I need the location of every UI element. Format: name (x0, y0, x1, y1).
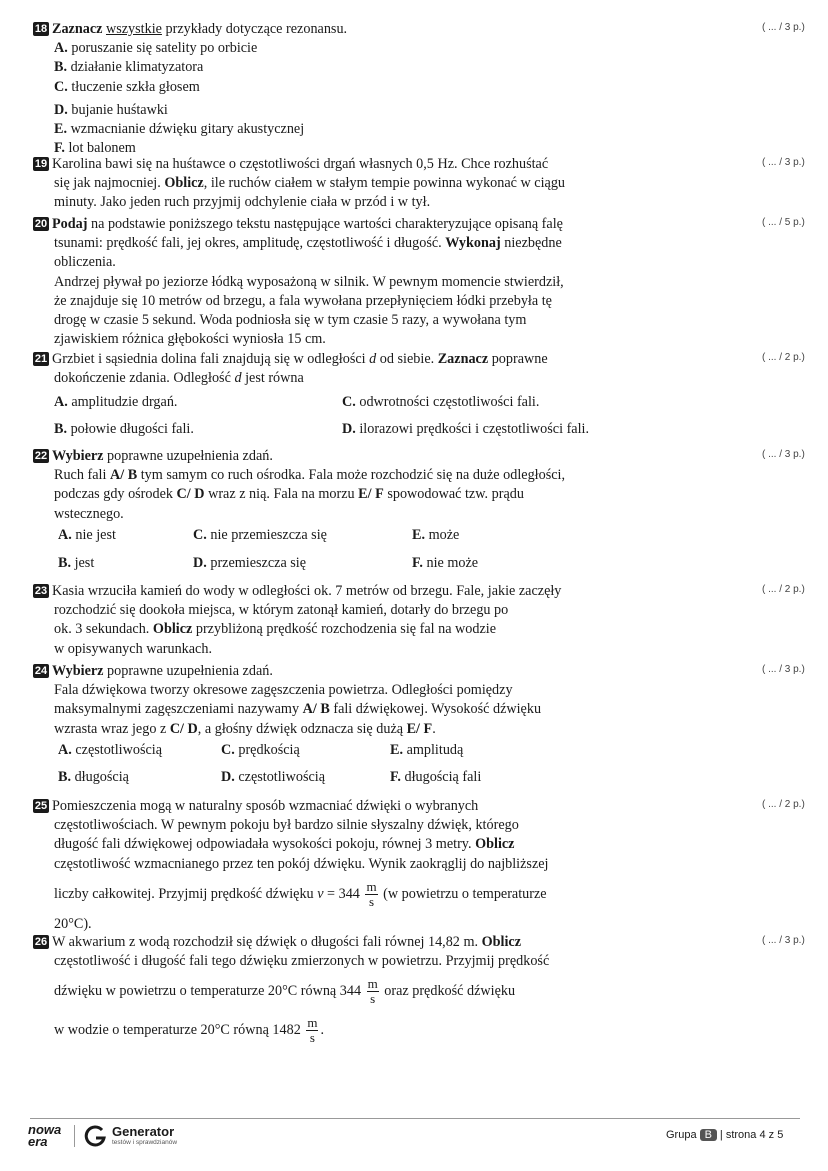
question-number: 20 (34, 218, 48, 230)
nowa-era-logo: nowa era (28, 1122, 62, 1149)
generator-logo-icon (83, 1124, 107, 1148)
question-18: 18 Zaznacz wszystkie przykłady dotyczące rezonansu. A. poruszanie się satelity po orbicie B. działanie klimatyzatora C. tłuczenie szkła głosem D. bujanie huśtawki E. wzmacnianie dźwięku gitary akustycznej F. lot balonem (33, 20, 623, 158)
points-label: ( ... / 5 p.) (762, 217, 805, 228)
option-d[interactable]: D. częstotliwością (221, 769, 326, 785)
generator-logo-subtitle: testów i sprawdzianów (112, 1139, 178, 1146)
option-c[interactable]: C. odwrotności częstotliwości fali. (342, 394, 540, 410)
question-number: 26 (34, 936, 48, 948)
question-24: 24 Wybierz poprawne uzupełnienia zdań. Fala dźwiękowa tworzy okresowe zagęszczenia powietrza. Odległości pomiędzy maksymalnymi zagęszczeniami nazywamy A/ B fali dźwiękowej. Wysokość dźwięku wzrasta wraz jego z C/ D, a głośny dźwięk odznacza się dużą E/ F. (34, 663, 542, 737)
question-number: 19 (34, 158, 48, 170)
question-19: 19 Karolina bawi się na huśtawce o częstotliwości drgań własnych 0,5 Hz. Chce rozhuśtać się jak najmocniej. Oblicz, ile ruchów ciałem w stałym tempie powinna wykonać w ciągu minuty. Jako jeden ruch przyjmij odchylenie ciała w przód i w tył. (34, 156, 566, 211)
points-label: ( ... / 3 p.) (762, 935, 805, 946)
option-c[interactable]: C. prędkością (221, 742, 300, 758)
option-d[interactable]: D. przemieszcza się (193, 555, 307, 571)
fraction-m-s: $\frac{m}{s}$ (307, 1015, 318, 1046)
points-label: ( ... / 3 p.) (762, 157, 805, 168)
points-label: ( ... / 2 p.) (762, 584, 805, 595)
option-a[interactable]: A. amplitudzie drgań. (54, 394, 178, 410)
option-b[interactable]: B. długością (58, 769, 129, 785)
option-f[interactable]: F. lot balonem (54, 140, 136, 157)
question-number: 25 (34, 800, 48, 812)
option-a[interactable]: A. poruszanie się satelity po orbicie (54, 40, 258, 57)
option-b[interactable]: B. jest (58, 555, 95, 571)
question-26: 26 W akwarium z wodą rozchodził się dźwięk o długości fali równej 14,82 m. Oblicz częstotliwość i długość fali tego dźwięku zmierzonych w powietrzu. Przyjmij prędkość dźwięku w powietrzu o temperaturze 20°C równą 344 $\frac{m}{s}$ oraz prędkość dźwięku w wodzie o temperaturze 20°C równą 1482 $\frac{m}{s}$ . (34, 934, 550, 1046)
option-d[interactable]: D. bujanie huśtawki (54, 101, 168, 118)
option-e[interactable]: E. amplitudą (390, 742, 464, 758)
points-label: ( ... / 2 p.) (762, 799, 805, 810)
page-info: Grupa B | strona 4 z 5 (666, 1129, 784, 1141)
fraction-m-s: $\frac{m}{s}$ (366, 878, 377, 909)
footer-separator (74, 1125, 75, 1147)
question-number: 22 (34, 450, 48, 462)
option-c[interactable]: C. nie przemieszcza się (193, 527, 327, 543)
option-b[interactable]: B. działanie klimatyzatora (54, 59, 204, 76)
generator-logo-text: Generator (112, 1124, 175, 1139)
option-a[interactable]: A. częstotliwością (58, 742, 163, 758)
question-number: 18 (34, 23, 48, 35)
points-label: ( ... / 2 p.) (762, 352, 805, 363)
question-22: 22 Wybierz poprawne uzupełnienia zdań. Ruch fali A/ B tym samym co ruch ośrodka. Fala może rozchodzić się na duże odległości, podczas gdy ośrodek C/ D wraz z nią. Fala na morzu E/ F spowodować tzw. prądu wstecznego. (34, 448, 566, 522)
question-number: 23 (34, 585, 48, 597)
question-20: 20 Podaj na podstawie poniższego tekstu następujące wartości charakteryzujące opisaną falę tsunami: prędkość fali, jej okres, amplitudę, częstotliwość i długość. Wykonaj niezbędne obliczenia. Andrzej pływał po jeziorze łódką wyposażoną w silnik. W pewnym momencie stwierdził, że znajduje się 10 metrów od brzegu, a fala wywołana przepłynięciem łódki przebyła tę drogę w czasie 5 sekund. Woda podniosła się w tym czasie 5 razy, a wywołana tym zjawiskiem różnica głębokości wyniosła 15 cm. (34, 216, 564, 348)
option-f[interactable]: F. nie może (412, 555, 479, 571)
fraction-m-s: $\frac{m}{s}$ (367, 976, 378, 1007)
option-b[interactable]: B. połowie długości fali. (54, 421, 194, 437)
question-25: 25 Pomieszczenia mogą w naturalny sposób wzmacniać dźwięki o wybranych częstotliwościach. W pewnym pokoju był bardzo silnie słyszalny dźwięk, którego długość fali dźwiękowej odpowiadała wysokości pokoju, równej 3 metry. Oblicz częstotliwość wzmacnianego przez ten pokój dźwięku. Wynik zaokrąglij do najbliższej liczby całkowitej. Przyjmij prędkość dźwięku v = 344 $\frac{m}{s}$ (w powietrzu o temperaturze 20°C). (34, 798, 549, 932)
option-c[interactable]: C. tłuczenie szkła głosem (54, 78, 200, 95)
points-label: ( ... / 3 p.) (762, 449, 805, 460)
question-number: 24 (34, 665, 48, 677)
option-e[interactable]: E. może (412, 527, 460, 543)
option-d[interactable]: D. ilorazowi prędkości i częstotliwości fali. (342, 421, 590, 437)
option-a[interactable]: A. nie jest (58, 527, 116, 543)
points-label: ( ... / 3 p.) (762, 22, 805, 33)
question-number: 21 (34, 353, 48, 365)
footer-divider (30, 1118, 800, 1119)
question-21: 21 Grzbiet i sąsiednia dolina fali znajdują się w odległości d od siebie. Zaznacz poprawne dokończenie zdania. Odległość d jest równa (34, 351, 548, 387)
points-label: ( ... / 3 p.) (762, 664, 805, 675)
question-23: 23 Kasia wrzuciła kamień do wody w odległości ok. 7 metrów od brzegu. Fale, jakie zaczęły rozchodzić się dookoła miejsca, w którym zatonął kamień, dotarły do brzegu po ok. 3 sekundach. Oblicz przybliżoną prędkość rozchodzenia się fal na wodzie w opisywanych warunkach. (34, 583, 562, 657)
option-f[interactable]: F. długością fali (390, 769, 482, 785)
group-badge: B (700, 1129, 717, 1141)
option-e[interactable]: E. wzmacnianie dźwięku gitary akustycznej (54, 121, 305, 138)
